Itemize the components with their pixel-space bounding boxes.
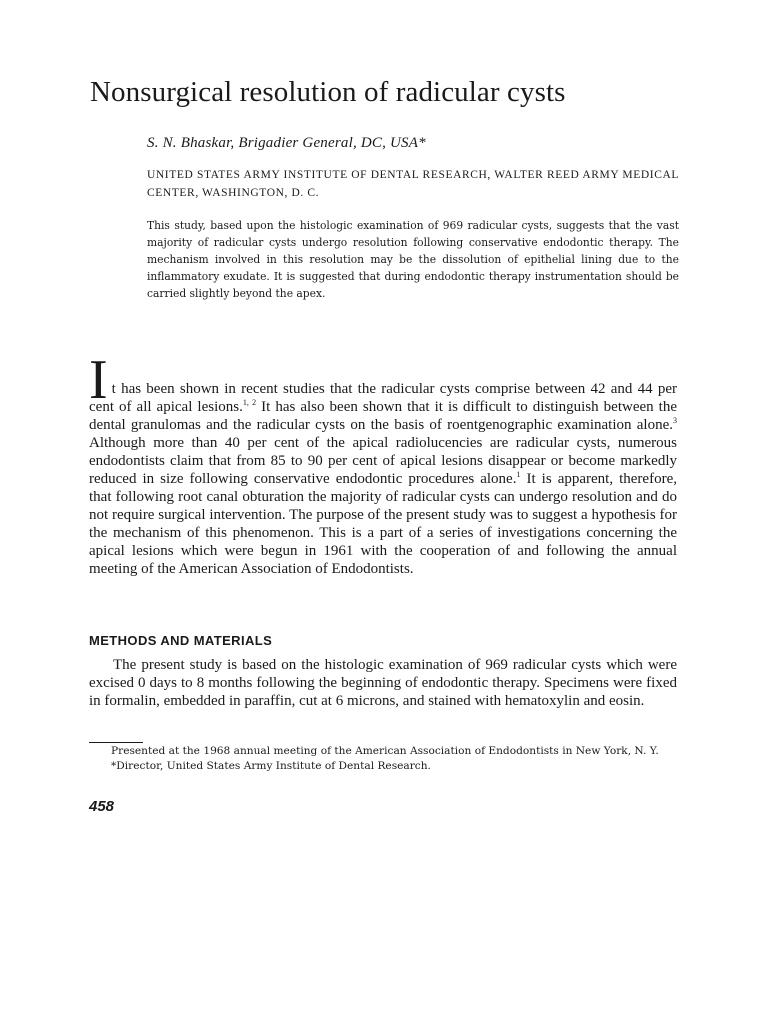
intro-text-2: It has also been shown that it is difficult to distinguish between the dental granulomas and the radicular cysts on the basis of roentgenographic examination alone.	[89, 399, 677, 433]
reference-marker: 3	[673, 416, 677, 425]
footnote-divider	[89, 742, 143, 743]
intro-text-4: It is apparent, therefore, that following root canal obturation the majority of radicular cysts can undergo resolution and do not require surgical intervention. The purpose of the present study was to suggest a hypothesis for the mechanism of this phenomenon. This is a part of a series of investigations concerning the apical lesions which were begun in 1961 with the cooperation of and following the annual meeting of the American Association of Endodontists.	[89, 471, 677, 577]
section-heading-methods: METHODS AND MATERIALS	[89, 633, 273, 648]
intro-text-3: Although more than 40 per cent of the apical radiolucencies are radicular cysts, numerous endodontists claim that from 85 to 90 per cent of apical lesions disappear or become markedly reduced in size following conservative endodontic procedures alone.	[89, 435, 677, 487]
reference-marker: 1, 2	[242, 398, 257, 407]
page-number: 458	[89, 798, 115, 815]
methods-paragraph: The present study is based on the histologic examination of 969 radicular cysts which were excised 0 days to 8 months following the beginning of endodontic therapy. Specimens were fixed in formalin, embedded in paraffin, cut at 6 microns, and stained with hematoxylin and eosin.	[89, 657, 677, 709]
footnote-author-title: *Director, United States Army Institute of Dental Research.	[111, 760, 431, 772]
footnotes	[89, 744, 679, 774]
intro-text-1: t has been shown in recent studies that the radicular cysts comprise between 42 and 44 per cent of all apical lesions.	[89, 381, 677, 415]
footnote-presentation: Presented at the 1968 annual meeting of the American Association of Endodontists in New York, N. Y.	[111, 745, 659, 757]
abstract: This study, based upon the histologic examination of 969 radicular cysts, suggests that the vast majority of radicular cysts undergo resolution following conservative endodontic therapy. The mechanism involved in this resolution may be the dissolution of epithelial lining due to the inflammatory exudate. It is suggested that during endodontic therapy instrumentation should be carried slightly beyond the apex.	[147, 219, 679, 300]
drop-cap: I	[89, 349, 108, 411]
article-title: Nonsurgical resolution of radicular cysts	[90, 76, 566, 108]
author-line: S. N. Bhaskar, Brigadier General, DC, USA*	[147, 135, 426, 151]
author-affiliation: UNITED STATES ARMY INSTITUTE OF DENTAL RESEARCH, WALTER REED ARMY MEDICAL CENTER, WASHINGTON, D. C.	[147, 169, 679, 199]
intro-paragraph	[89, 349, 677, 578]
reference-marker: 1	[516, 470, 521, 479]
